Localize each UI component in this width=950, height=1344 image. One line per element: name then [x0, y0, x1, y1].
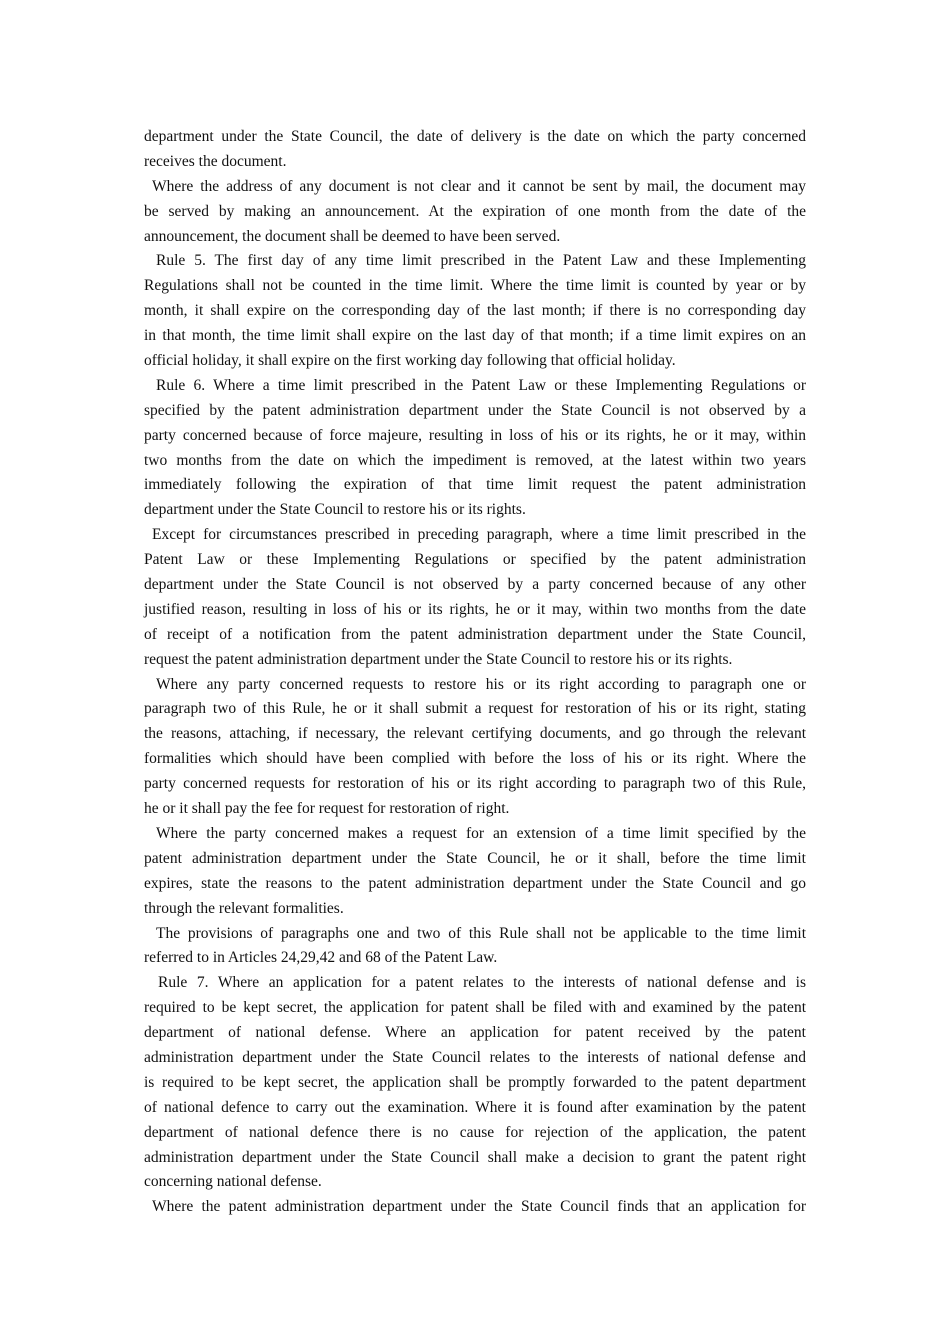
paragraph [144, 673, 806, 822]
text-line: the reasons, attaching, if necessary, the relevant certifying documents, and go through the relevant [144, 725, 806, 743]
text-line: be served by making an announcement. At the expiration of one month from the date of the [144, 202, 806, 220]
text-line: Rule 5. The first day of any time limit prescribed in the Patent Law and these Implementing [156, 252, 806, 270]
paragraph [144, 523, 806, 672]
text-line: The provisions of paragraphs one and two of this Rule shall not be applicable to the time limit [156, 924, 806, 942]
text-line: immediately following the expiration of that time limit request the patent administration [144, 476, 806, 494]
document-page [144, 125, 806, 1220]
text-line: expires, state the reasons to the patent administration department under the State Council and go [144, 874, 806, 892]
text-line: through the relevant formalities. [144, 899, 344, 917]
text-line: administration department under the State Council shall make a decision to grant the patent right [144, 1148, 806, 1166]
text-line: two months from the date on which the impediment is removed, at the latest within two years [144, 451, 806, 469]
text-line: department under the State Council is not observed by a party concerned because of any other [144, 576, 806, 594]
paragraph [144, 971, 806, 1195]
paragraph [144, 922, 806, 972]
paragraph [144, 822, 806, 922]
text-line: Rule 7. Where an application for a patent relates to the interests of national defense and is [158, 974, 806, 992]
text-line: of receipt of a notification from the patent administration department under the State Council, [144, 625, 806, 643]
text-line: party concerned because of force majeure, resulting in loss of his or its rights, he or it may, within [144, 426, 806, 444]
text-line: referred to in Articles 24,29,42 and 68 of the Patent Law. [144, 949, 498, 967]
text-line: official holiday, it shall expire on the first working day following that official holiday. [144, 352, 676, 370]
text-line: month, it shall expire on the corresponding day of the last month; if there is no corresponding day [144, 302, 806, 320]
text-line: concerning national defense. [144, 1173, 322, 1191]
text-line: formalities which should have been complied with before the loss of his or its right. Where the [144, 750, 806, 768]
text-line: Where the party concerned makes a request for an extension of a time limit specified by the [156, 824, 806, 842]
paragraph [144, 1195, 806, 1220]
text-line: department of national defence there is no cause for rejection of the application, the patent [144, 1123, 806, 1141]
text-line: required to be kept secret, the application for patent shall be filed with and examined by the patent [144, 999, 806, 1017]
text-line: Where any party concerned requests to restore his or its right according to paragraph one or [156, 675, 806, 693]
text-line: receives the document. [144, 152, 287, 170]
text-line: party concerned requests for restoration of his or its right according to paragraph two of this Rule, [144, 775, 806, 793]
text-line: he or it shall pay the fee for request for restoration of right. [144, 800, 510, 818]
text-line: Where the patent administration department under the State Council finds that an application for [152, 1198, 806, 1216]
text-line: paragraph two of this Rule, he or it shall submit a request for restoration of his or its right, stating [144, 700, 806, 718]
text-line: administration department under the State Council relates to the interests of national defense and [144, 1048, 806, 1066]
text-line: Except for circumstances prescribed in preceding paragraph, where a time limit prescribed in the [152, 526, 806, 544]
text-line: Rule 6. Where a time limit prescribed in the Patent Law or these Implementing Regulations or [156, 376, 806, 394]
text-line: department under the State Council to restore his or its rights. [144, 501, 526, 519]
text-line: specified by the patent administration department under the State Council is not observed by a [144, 401, 806, 419]
text-line: Patent Law or these Implementing Regulations or specified by the patent administration [144, 551, 806, 569]
text-line: department under the State Council, the date of delivery is the date on which the party concerned [144, 128, 806, 145]
text-line: department of national defense. Where an application for patent received by the patent [144, 1024, 806, 1042]
text-line: of national defence to carry out the examination. Where it is found after examination by the patent [144, 1098, 806, 1116]
text-line: justified reason, resulting in loss of his or its rights, he or it may, within two months from the date [144, 600, 806, 618]
paragraph [144, 175, 806, 250]
paragraph [144, 249, 806, 373]
text-line: in that month, the time limit shall expire on the last day of that month; if a time limit expires on an [144, 327, 806, 345]
paragraph [144, 125, 806, 175]
text-line: is required to be kept secret, the application shall be promptly forwarded to the patent department [144, 1073, 806, 1091]
text-line: patent administration department under the State Council, he or it shall, before the time limit [144, 849, 806, 867]
paragraph [144, 374, 806, 523]
text-line: Regulations shall not be counted in the time limit. Where the time limit is counted by year or by [144, 277, 806, 295]
text-line: Where the address of any document is not clear and it cannot be sent by mail, the document may [152, 177, 806, 195]
text-line: request the patent administration department under the State Council to restore his or its rights. [144, 650, 733, 668]
text-line: announcement, the document shall be deemed to have been served. [144, 227, 561, 245]
